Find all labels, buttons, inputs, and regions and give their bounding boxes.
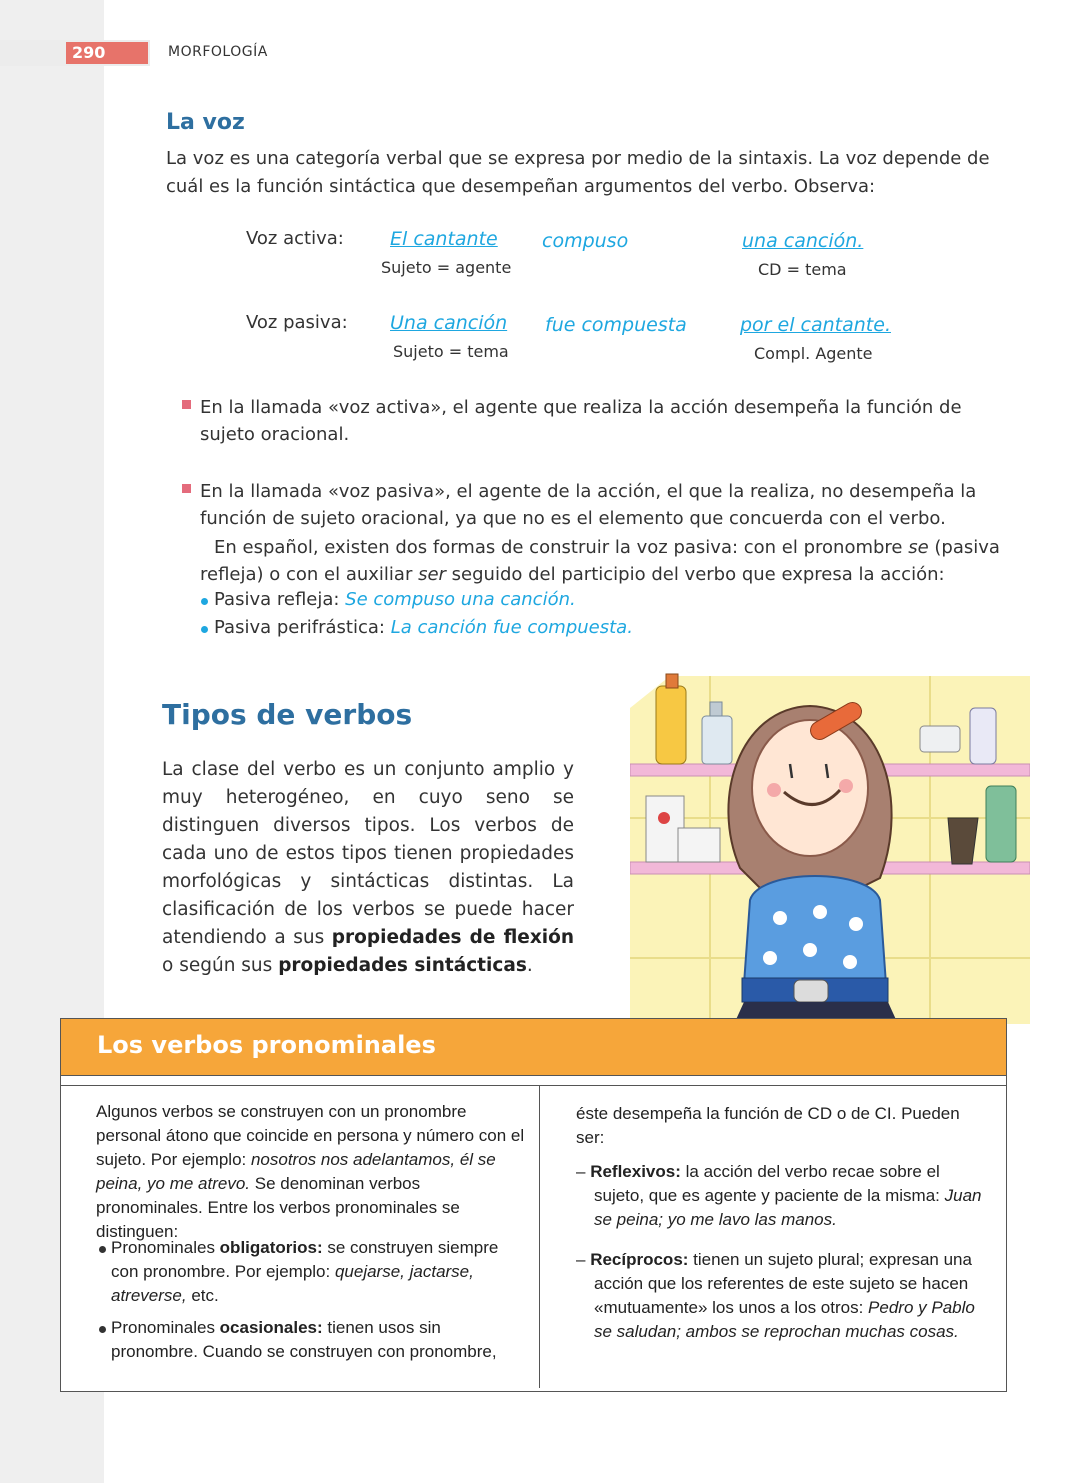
para-ser: ser (418, 564, 446, 585)
para-text: seguido del participio del verbo que expresa la acción: (445, 564, 945, 585)
girl-brushing-hair-illustration (630, 668, 1030, 1024)
item-text: tienen un sujeto plural; expresan una acción que los referentes de este sujeto se hacen «mutuamente» los unos a los otros: (594, 1250, 972, 1317)
item-term: obligatorios: (219, 1238, 323, 1257)
pasiva-perifrastica-line (214, 617, 633, 638)
bullet-square-icon (182, 400, 191, 409)
para-text: En español, existen dos formas de construir la voz pasiva: con el pronombre (214, 537, 909, 558)
pronominales-box (60, 1018, 1007, 1392)
tipos-text: o según sus (162, 955, 279, 976)
item-text: se construyen siempre con pronombre. Por ejemplo: (111, 1238, 499, 1281)
tipos-text: La clase del verbo es un conjunto amplio y muy heterogéneo, en cuyo seno se distinguen diversos tipos. Los verbos de cada uno de estos tipos tienen propiedades morfológicas y sintácticas distintas. La clasificación de los verbos se puede hacer atendiendo a sus (162, 759, 574, 948)
pronominales-title-bar (61, 1019, 1006, 1076)
reflexivos-item: – Reflexivos: la acción del verbo recae sobre el sujeto, que es agente y paciente de la misma: Juan se peina; yo me lavo las manos. (576, 1162, 982, 1229)
bullet-dot-icon (99, 1246, 106, 1253)
bullet-voz-activa: En la llamada «voz activa», el agente que realiza la acción desempeña la función de sujeto oracional. (200, 397, 962, 445)
pasiva-forms-paragraph (200, 534, 1020, 588)
activa-subject-role: Sujeto = agente (381, 258, 512, 277)
item-text: la acción del verbo recae sobre el sujeto, que es agente y paciente de la misma: (594, 1162, 945, 1205)
voz-pasiva-label: Voz pasiva: (246, 312, 348, 333)
pasiva-verb: fue compuesta (545, 314, 687, 336)
intro-text: Algunos verbos se construyen con un pronombre personal átono que coincide en persona y número con el sujeto. Por ejemplo: (96, 1102, 525, 1169)
item-text: Pronominales (111, 1318, 220, 1337)
tipos-text: . (526, 955, 533, 976)
pasiva-subject: Una canción (390, 312, 508, 334)
activa-verb: compuso (542, 230, 629, 252)
page-number: 290 (66, 42, 148, 64)
bullet-square-icon (182, 484, 191, 493)
obligatorios-item (111, 1236, 511, 1308)
item-term: Reflexivos: (590, 1162, 681, 1181)
heading-tipos-de-verbos: Tipos de verbos (162, 698, 413, 731)
section-label: MORFOLOGÍA (168, 44, 268, 60)
activa-object-role: CD = tema (758, 260, 847, 279)
item-example: Juan se peina; yo me lavo las manos. (594, 1186, 982, 1229)
refleja-example: Se compuso una canción. (345, 589, 576, 610)
pasiva-object-role: Compl. Agente (754, 344, 873, 363)
item-text: Pronominales (111, 1238, 220, 1257)
pronominales-right-column (540, 1085, 1006, 1388)
bullet-dot-icon (99, 1326, 106, 1333)
item-term: ocasionales: (219, 1318, 323, 1337)
intro-text: Se denominan verbos pronominales. Entre los verbos pronominales se distinguen: (96, 1174, 460, 1241)
pronominales-title: Los verbos pronominales (97, 1031, 436, 1059)
item-text: tienen usos sin pronombre. Cuando se construyen con pronombre, (111, 1318, 497, 1361)
tipos-bold: propiedades de flexión (331, 927, 574, 948)
voz-intro: La voz es una categoría verbal que se expresa por medio de la sintaxis. La voz depende de cuál es la función sintáctica que desempeñan argumentos del verbo. Observa: (166, 148, 990, 197)
para-text: (pasiva refleja) o con el auxiliar (200, 537, 1000, 585)
perifrastica-label: Pasiva perifrástica: (214, 617, 391, 638)
tipos-bold: propiedades sintácticas (278, 955, 527, 976)
item-term: Recíprocos: (590, 1250, 689, 1269)
para-se: se (908, 537, 929, 558)
pronominales-right-intro: éste desempeña la función de CD o de CI. Pueden ser: (576, 1104, 960, 1147)
intro-example: nosotros nos adelantamos, él se peina, yo me atrevo. (96, 1150, 496, 1193)
heading-la-voz: La voz (166, 110, 245, 135)
perifrastica-example: La canción fue compuesta. (390, 617, 633, 638)
bullet-voz-pasiva: En la llamada «voz pasiva», el agente de la acción, el que la realiza, no desempeña la función de sujeto oracional, ya que no es el elemento que concuerda con el verbo. (200, 481, 977, 529)
pasiva-refleja-line (214, 589, 576, 610)
item-example: Pedro y Pablo se saludan; ambos se reprochan muchas cosas. (594, 1298, 975, 1341)
item-text: etc. (186, 1286, 219, 1305)
bullet-dot-icon (201, 626, 208, 633)
activa-object: una canción. (742, 230, 864, 252)
page-header (0, 40, 1068, 66)
item-example: quejarse, jactarse, atreverse, (111, 1262, 474, 1305)
bullet-dot-icon (201, 598, 208, 605)
activa-subject: El cantante (390, 228, 498, 250)
reciprocos-item: – Recíprocos: tienen un sujeto plural; expresan una acción que los referentes de este sujeto se hacen «mutuamente» los unos a los otros: Pedro y Pablo se saludan; ambos se reprochan muchas cosas. (576, 1250, 975, 1341)
pasiva-object: por el cantante. (740, 314, 891, 336)
pasiva-subject-role: Sujeto = tema (393, 342, 509, 361)
pronominales-intro (96, 1100, 526, 1244)
tipos-paragraph (162, 756, 574, 980)
pronominales-left-column (61, 1085, 540, 1388)
ocasionales-item (111, 1316, 511, 1364)
voz-activa-label: Voz activa: (246, 228, 344, 249)
refleja-label: Pasiva refleja: (214, 589, 346, 610)
